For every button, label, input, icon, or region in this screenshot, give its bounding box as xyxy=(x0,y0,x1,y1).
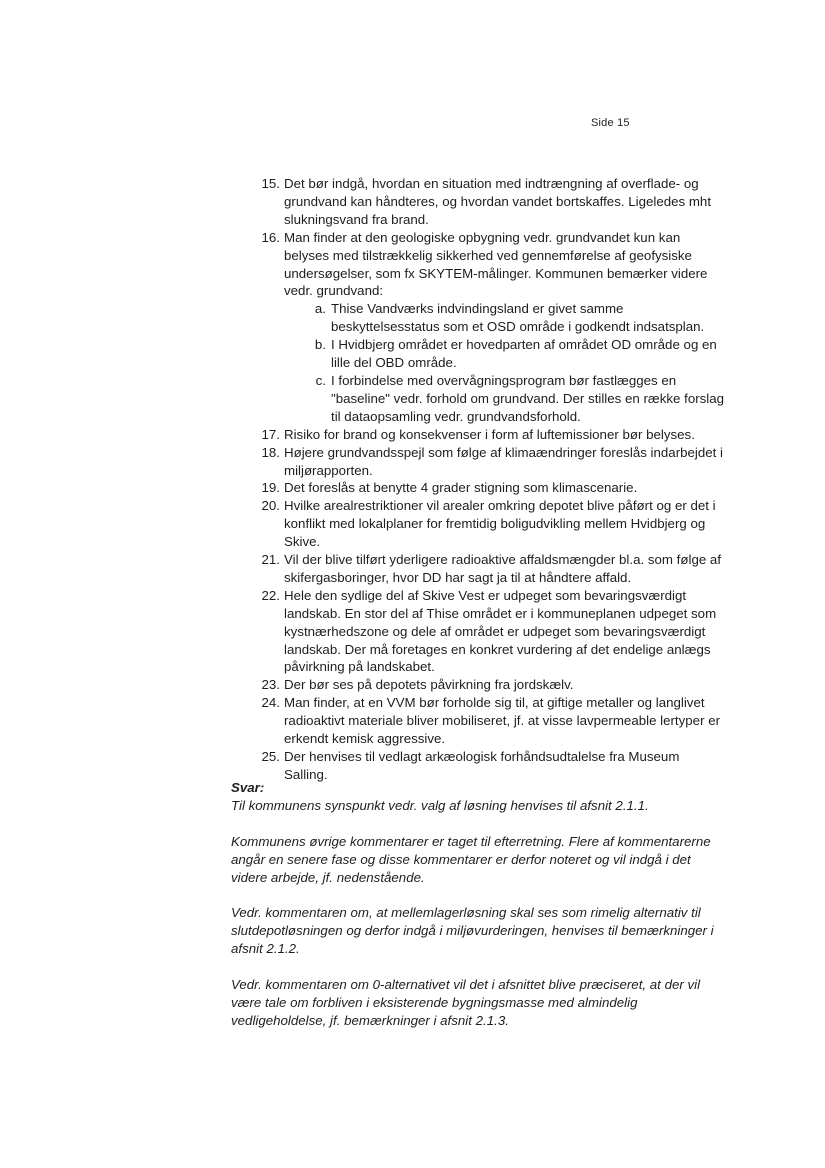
answer-section xyxy=(231,779,721,1048)
sub-list-item xyxy=(284,336,725,372)
item-text: Man finder, at en VVM bør forholde sig til, at giftige metaller og langlivet radioaktivt materiale bliver mobiliseret, jf. at visse lavpermeable lertyper er erkendt kemisk aggressive. xyxy=(284,695,721,747)
item-text: Risiko for brand og konsekvenser i form af luftemissioner bør belyses. xyxy=(284,426,695,442)
item-number: 18. xyxy=(261,444,280,460)
sub-list-item xyxy=(284,300,725,336)
item-text: Hvilke arealrestriktioner vil arealer omkring depotet blive påført og er det i konflikt med lokalplaner for fremtidig boligudvikling mellem Hvidbjerg og Skive. xyxy=(284,498,716,550)
item-text: Hele den sydlige del af Skive Vest er udpeget som bevaringsværdigt landskab. En stor del af Thise området er i kommuneplanen udpeget som kystnærhedszone og dele af området er udpeget som bevaringsværdigt landskab. Der må foretages en konkret vurdering af det endelige anlægs påvirkning på landskabet. xyxy=(284,587,717,675)
item-text: Man finder at den geologiske opbygning vedr. grundvandet kun kan belyses med tilstrækkelig sikkerhed ved gennemførelse af geofysiske undersøgelser, som fx SKYTEM-målinger. Kommunen bemærker videre vedr. grundvand: xyxy=(284,229,708,299)
sub-item-text: I Hvidbjerg området er hovedparten af området OD område og en lille del OBD område. xyxy=(331,337,717,371)
item-number: 20. xyxy=(261,498,280,514)
list-item xyxy=(250,694,725,748)
sub-list xyxy=(284,300,725,425)
answer-paragraph: Vedr. kommentaren om 0-alternativet vil det i afsnittet blive præciseret, at der vil være tale om forbliven i eksisterende bygningsmasse med almindelig vedligeholdelse, jf. bemærkninger i afsnit 2.1.3. xyxy=(231,976,701,1028)
list-item xyxy=(250,587,725,677)
sub-list-item xyxy=(284,372,725,426)
item-number: 19. xyxy=(261,480,280,496)
sub-item-text: I forbindelse med overvågningsprogram bør fastlægges en "baseline" vedr. forhold om grundvand. Der stilles en række forslag til dataopsamling vedr. grundvandsforhold. xyxy=(331,372,725,424)
list-item xyxy=(250,444,725,480)
answer-paragraph: Til kommunens synspunkt vedr. valg af løsning henvises til afsnit 2.1.1. xyxy=(231,797,649,813)
list-item xyxy=(250,551,725,587)
list-item xyxy=(250,497,725,551)
item-number: 16. xyxy=(261,229,280,245)
sub-item-letter: c. xyxy=(315,372,326,388)
item-number: 22. xyxy=(261,587,280,603)
item-number: 17. xyxy=(261,426,280,442)
answer-paragraph: Kommunens øvrige kommentarer er taget til efterretning. Flere af kommentarerne angår en senere fase og disse kommentarer er derfor noteret og vil indgå i det videre arbejde, jf. nedenstående. xyxy=(231,833,711,885)
list-item xyxy=(250,676,725,694)
item-text: Højere grundvandsspejl som følge af klimaændringer foreslås indarbejdet i miljørapporten. xyxy=(284,444,724,478)
page-number: Side 15 xyxy=(591,117,630,129)
item-number: 25. xyxy=(261,749,280,764)
item-text: Det foreslås at benytte 4 grader stigning som klimascenarie. xyxy=(284,480,638,496)
list-item xyxy=(250,175,725,229)
numbered-list xyxy=(250,175,725,784)
answer-paragraph: Vedr. kommentaren om, at mellemlagerløsning skal ses som rimelig alternativ til slutdepotløsningen og derfor indgå i miljøvurderingen, henvises til bemærkninger i afsnit 2.1.2. xyxy=(231,905,714,957)
list-item xyxy=(250,479,725,497)
item-text: Der bør ses på depotets påvirkning fra jordskælv. xyxy=(284,677,574,693)
list-item xyxy=(250,229,725,426)
sub-item-letter: a. xyxy=(314,301,326,317)
item-number: 23. xyxy=(261,677,280,693)
sub-item-letter: b. xyxy=(314,337,326,353)
item-text: Der henvises til vedlagt arkæologisk forhåndsudtalelse fra Museum Salling. xyxy=(284,749,680,782)
sub-item-text: Thise Vandværks indvindingsland er givet samme beskyttelsesstatus som et OSD område i godkendt indsatsplan. xyxy=(331,301,705,335)
answer-heading: Svar: xyxy=(231,780,265,795)
item-text: Det bør indgå, hvordan en situation med indtrængning af overflade- og grundvand kan håndteres, og hvordan vandet bortskaffes. Ligeledes mht slukningsvand fra brand. xyxy=(284,176,712,227)
item-text: Vil der blive tilført yderligere radioaktive affaldsmængder bl.a. som følge af skifergasboringer, hvor DD har sagt ja til at håndtere affald. xyxy=(284,552,722,585)
list-item xyxy=(250,426,725,444)
item-number: 15. xyxy=(261,176,280,191)
item-number: 24. xyxy=(261,695,280,711)
item-number: 21. xyxy=(261,552,280,568)
